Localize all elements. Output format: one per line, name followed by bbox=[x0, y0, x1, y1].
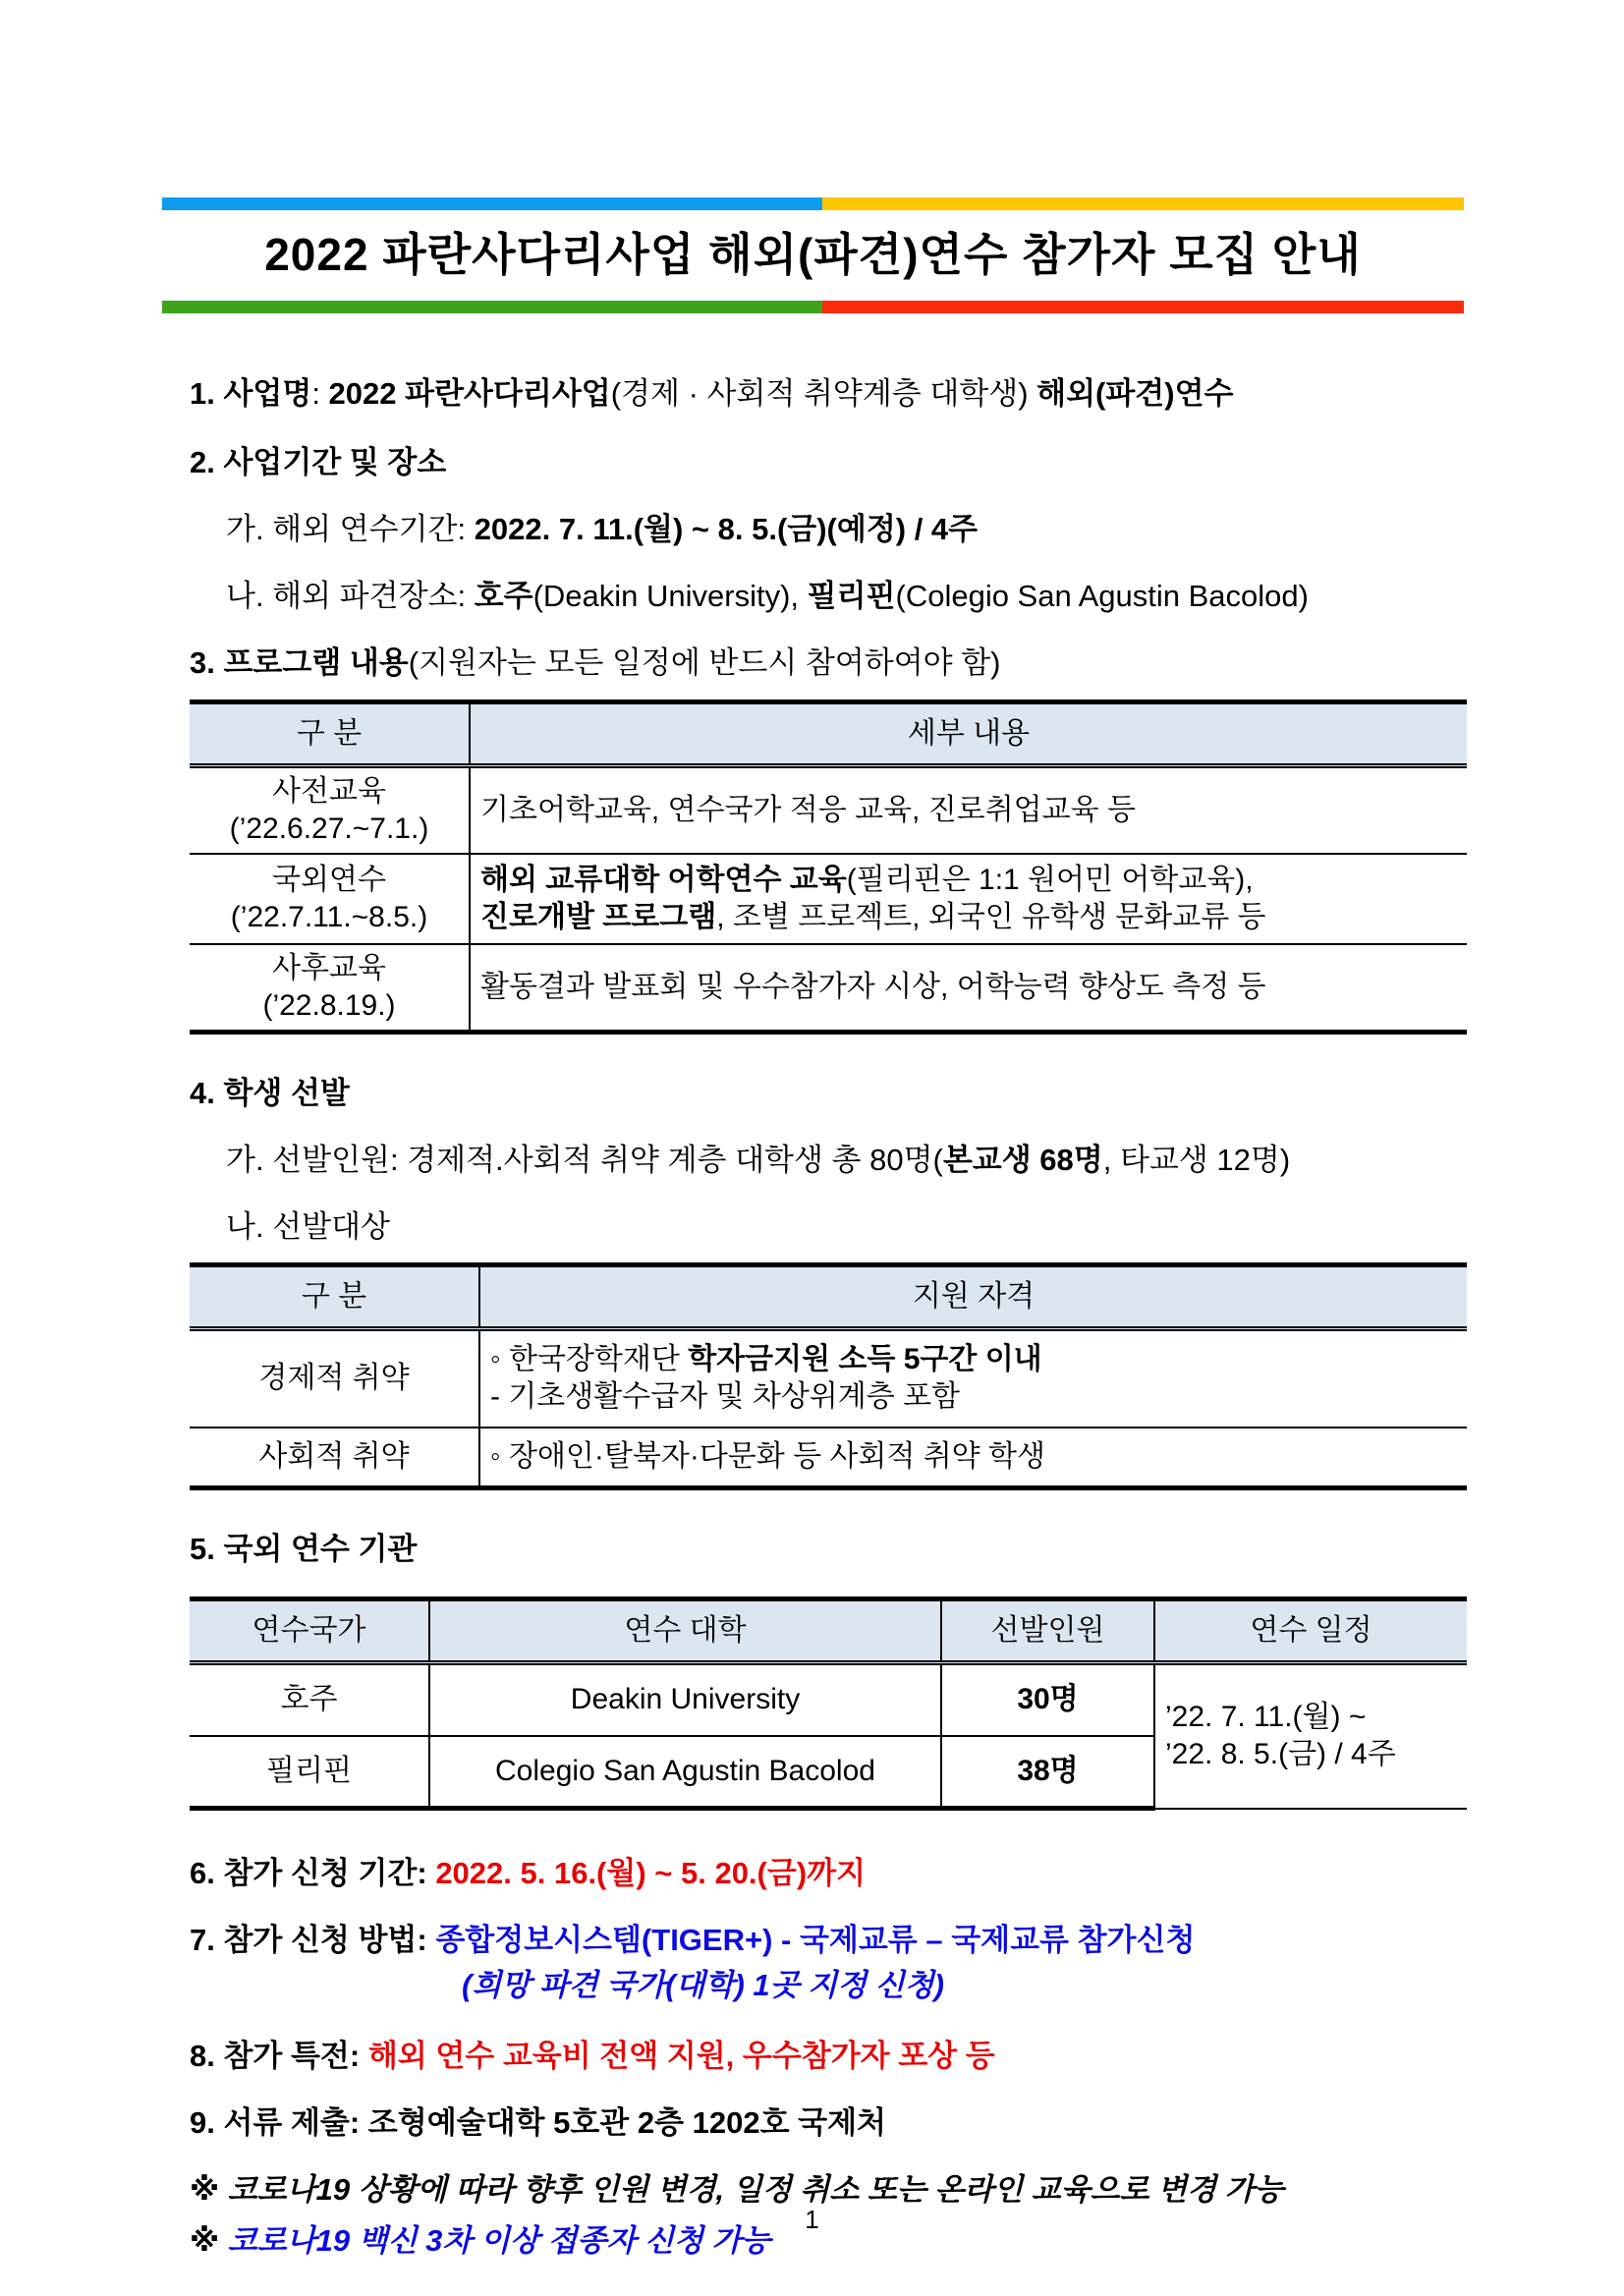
institutions-row1-university: Deakin University bbox=[429, 1663, 941, 1736]
eligibility-row1-line1-normal: ◦ 한국장학재단 bbox=[490, 1343, 689, 1376]
item-7-label: 7. 참가 신청 방법: bbox=[190, 1923, 436, 1957]
item-2b-country-1: 호주 bbox=[474, 579, 533, 613]
eligibility-table-header-qualification: 지원 자격 bbox=[479, 1265, 1467, 1329]
institutions-table-header-university: 연수 대학 bbox=[429, 1599, 941, 1663]
program-row3-category-date: (’22.8.19.) bbox=[262, 989, 396, 1022]
institutions-row1-quota: 30명 bbox=[941, 1663, 1154, 1736]
program-table-header-category: 구 분 bbox=[190, 702, 470, 766]
item-5-institutions bbox=[190, 1530, 1464, 1569]
title-block bbox=[162, 197, 1464, 313]
item-4b-selection-target bbox=[226, 1207, 1464, 1247]
program-row2-category-name: 국외연수 bbox=[272, 864, 386, 896]
program-row1-category-name: 사전교육 bbox=[272, 775, 386, 808]
institutions-table-header-quota: 선발인원 bbox=[941, 1599, 1154, 1663]
table-row bbox=[190, 1329, 1467, 1428]
table-row bbox=[190, 944, 1467, 1033]
table-row bbox=[190, 1428, 1467, 1488]
program-row2-detail-line2 bbox=[480, 899, 1457, 936]
item-2-period-place bbox=[190, 443, 1464, 482]
item-4a-selection-count bbox=[226, 1141, 1464, 1180]
program-row3-category bbox=[190, 944, 470, 1033]
institutions-row2-quota: 38명 bbox=[941, 1736, 1154, 1809]
program-row2-detail-line2-normal: , 조별 프로젝트, 외국인 유학생 문화교류 등 bbox=[716, 901, 1266, 933]
item-4a-home-school-quota: 본교생 68명 bbox=[942, 1143, 1103, 1177]
item-1-colon: : bbox=[311, 376, 329, 411]
title-top-bar-yellow-segment bbox=[822, 197, 1464, 210]
item-4b-text: 나. 선발대상 bbox=[226, 1209, 390, 1244]
item-3-note: (지원자는 모든 일정에 반드시 참여하여야 함) bbox=[408, 645, 1001, 680]
program-row3-category-name: 사후교육 bbox=[272, 952, 386, 984]
item-2b-country-2: 필리핀 bbox=[807, 579, 896, 613]
item-2a-training-period bbox=[226, 510, 1464, 549]
item-3-label: 3. 프로그램 내용 bbox=[190, 645, 409, 680]
program-row2-detail-line1-bold: 해외 교류대학 어학연수 교육 bbox=[480, 864, 847, 896]
item-2b-university-1: (Deakin University), bbox=[532, 579, 808, 613]
item-4-label: 4. 학생 선발 bbox=[190, 1076, 350, 1110]
institutions-table-header-schedule: 연수 일정 bbox=[1154, 1599, 1467, 1663]
item-4-student-selection bbox=[190, 1074, 1464, 1113]
program-row2-category bbox=[190, 854, 470, 944]
title-top-bar-blue-segment bbox=[162, 197, 822, 210]
item-2b-destinations bbox=[226, 577, 1464, 616]
item-6-application-period bbox=[190, 1854, 1464, 1893]
program-table-header-row bbox=[190, 702, 1467, 766]
note-covid-change-text: ※ 코로나19 상황에 따라 향후 인원 변경, 일정 취소 또는 온라인 교육으로 변경 가능 bbox=[190, 2172, 1284, 2207]
item-7-note bbox=[462, 1966, 1464, 2005]
item-5-label: 5. 국외 연수 기관 bbox=[190, 1532, 418, 1566]
title-bottom-bar-green-segment bbox=[162, 301, 822, 313]
table-row bbox=[190, 766, 1467, 855]
program-row2-category-date: (’22.7.11.~8.5.) bbox=[230, 901, 428, 933]
eligibility-row2-category: 사회적 취약 bbox=[190, 1428, 479, 1488]
item-8-benefit-text: 해외 연수 교육비 전액 지원, 우수참가자 포상 등 bbox=[367, 2039, 995, 2073]
program-row1-category bbox=[190, 766, 470, 855]
eligibility-table-header-category: 구 분 bbox=[190, 1265, 479, 1329]
eligibility-table bbox=[190, 1262, 1467, 1490]
item-7-system-path: 종합정보시스템(TIGER+) - 국제교류 – 국제교류 참가신청 bbox=[435, 1923, 1196, 1957]
title-bottom-bar bbox=[162, 301, 1464, 313]
institutions-schedule-cell bbox=[1154, 1663, 1467, 1809]
eligibility-row1-category: 경제적 취약 bbox=[190, 1329, 479, 1428]
institutions-table-header-row bbox=[190, 1599, 1467, 1663]
program-row1-detail: 기초어학교육, 연수국가 적응 교육, 진로취업교육 등 bbox=[470, 766, 1467, 855]
item-6-label: 6. 참가 신청 기간: bbox=[190, 1856, 436, 1890]
item-9-text: 9. 서류 제출: 조형예술대학 5호관 2층 1202호 국제처 bbox=[190, 2105, 886, 2140]
item-1-project-title: 2022 파란사다리사업 bbox=[328, 376, 611, 411]
item-3-program-content bbox=[190, 644, 1464, 683]
eligibility-row1-line1-bold: 학자금지원 소득 5구간 이내 bbox=[688, 1343, 1042, 1376]
table-row bbox=[190, 854, 1467, 944]
program-table bbox=[190, 700, 1467, 1035]
program-row2-detail bbox=[470, 854, 1467, 944]
institutions-schedule-line1: ’22. 7. 11.(월) ~ bbox=[1165, 1701, 1367, 1734]
note-covid-vaccine-mark: ※ bbox=[190, 2223, 228, 2258]
institutions-row2-country: 필리핀 bbox=[190, 1736, 429, 1809]
institutions-row1-country: 호주 bbox=[190, 1663, 429, 1736]
institutions-table bbox=[190, 1596, 1467, 1811]
item-2b-prefix: 나. 해외 파견장소: bbox=[226, 579, 475, 613]
eligibility-row1-detail bbox=[479, 1329, 1467, 1428]
note-covid-vaccine-text: 코로나19 백신 3차 이상 접종자 신청 가능 bbox=[227, 2223, 771, 2258]
institutions-row2-university: Colegio San Agustin Bacolod bbox=[429, 1736, 941, 1809]
item-2a-prefix: 가. 해외 연수기간: bbox=[226, 512, 475, 546]
program-row3-detail: 활동결과 발표회 및 우수참가자 시상, 어학능력 향상도 측정 등 bbox=[470, 944, 1467, 1033]
item-7-note-text: (희망 파견 국가(대학) 1곳 지정 신청) bbox=[462, 1968, 944, 2002]
item-8-benefits bbox=[190, 2037, 1464, 2076]
item-4a-other-school-quota: , 타교생 12명) bbox=[1102, 1143, 1291, 1177]
title-top-bar bbox=[162, 197, 1464, 210]
item-8-label: 8. 참가 특전: bbox=[190, 2039, 368, 2073]
item-2a-dates: 2022. 7. 11.(월) ~ 8. 5.(금)(예정) / 4주 bbox=[474, 512, 979, 546]
program-row2-detail-line2-bold: 진로개발 프로그램 bbox=[480, 901, 717, 933]
title-bottom-bar-red-segment bbox=[822, 301, 1464, 313]
item-6-period-dates: 2022. 5. 16.(월) ~ 5. 20.(금)까지 bbox=[435, 1856, 867, 1890]
page-number: 1 bbox=[805, 2205, 819, 2234]
item-1-project-name bbox=[190, 374, 1464, 414]
item-4a-prefix: 가. 선발인원: 경제적.사회적 취약 계층 대학생 총 80명( bbox=[226, 1143, 943, 1177]
program-row2-detail-line1 bbox=[480, 862, 1457, 899]
item-1-target-note: (경제 · 사회적 취약계층 대학생) bbox=[610, 376, 1037, 411]
item-1-label: 1. 사업명 bbox=[190, 376, 312, 411]
table-row bbox=[190, 1663, 1467, 1736]
program-row2-detail-line1-normal: (필리핀은 1:1 원어민 어학교육), bbox=[846, 864, 1254, 896]
item-2-label: 2. 사업기간 및 장소 bbox=[190, 445, 447, 479]
item-1-program-type: 해외(파견)연수 bbox=[1036, 376, 1234, 411]
item-2b-university-2: (Colegio San Agustin Bacolod) bbox=[895, 579, 1309, 613]
eligibility-row1-line2: - 기초생활수급자 및 차상위계층 포함 bbox=[490, 1380, 961, 1414]
note-covid-change bbox=[190, 2170, 1464, 2210]
item-9-document-submission bbox=[190, 2103, 1464, 2143]
eligibility-row2-detail: ◦ 장애인·탈북자·다문화 등 사회적 취약 학생 bbox=[479, 1428, 1467, 1488]
item-7-application-method bbox=[190, 1921, 1464, 1960]
institutions-schedule-line2: ’22. 8. 5.(금) / 4주 bbox=[1165, 1738, 1396, 1771]
eligibility-row1-line1 bbox=[490, 1341, 1457, 1378]
page-title: 2022 파란사다리사업 해외(파견)연수 참가자 모집 안내 bbox=[264, 229, 1362, 280]
program-row1-category-date: (’22.6.27.~7.1.) bbox=[229, 812, 429, 845]
program-table-header-detail: 세부 내용 bbox=[470, 702, 1467, 766]
institutions-table-header-country: 연수국가 bbox=[190, 1599, 429, 1663]
eligibility-table-header-row bbox=[190, 1265, 1467, 1329]
